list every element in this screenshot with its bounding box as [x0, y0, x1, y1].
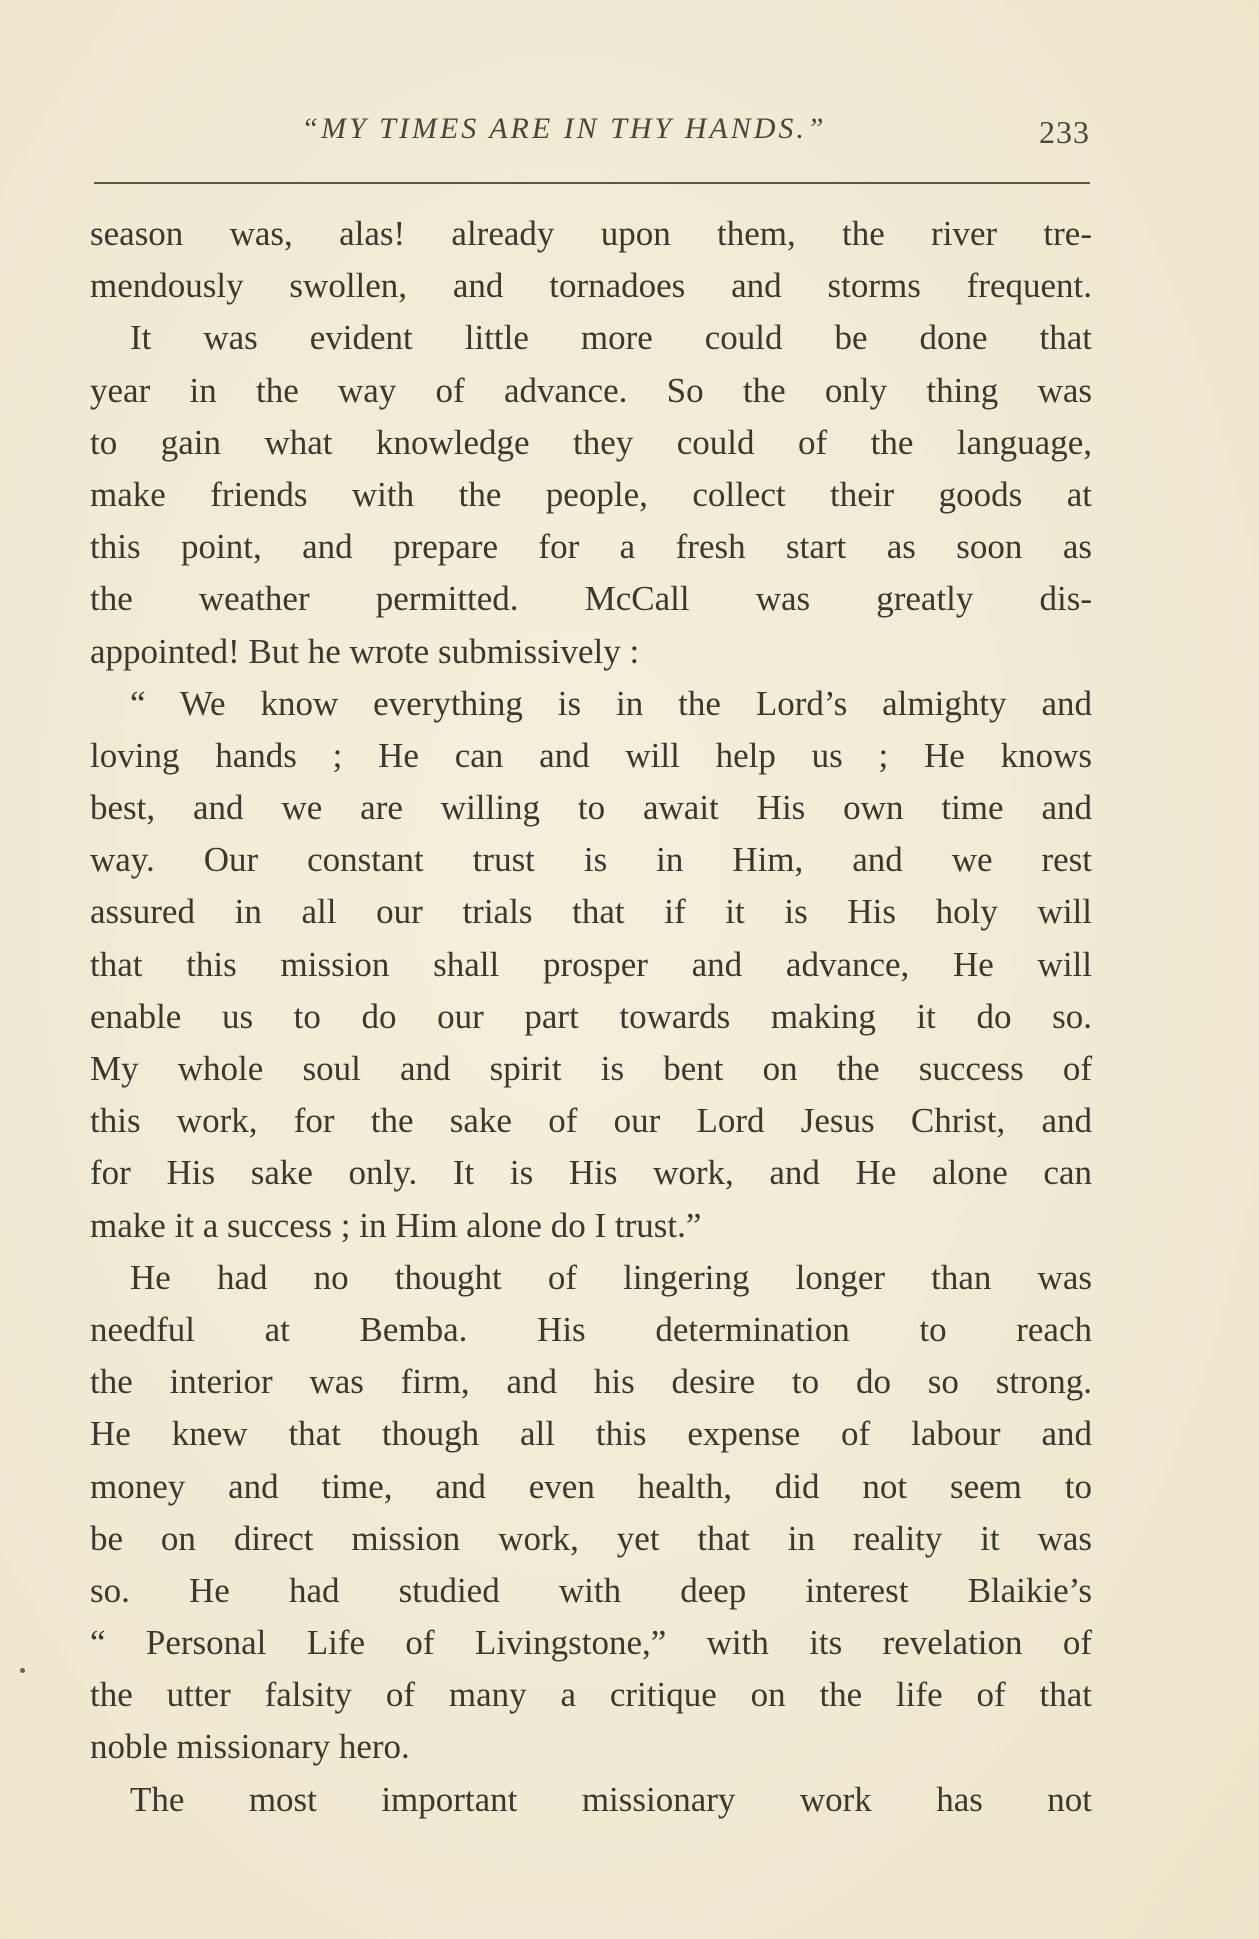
text-line: He knew that though all this expense of labour and [90, 1414, 1092, 1454]
text-line: make it a success ; in Him alone do I trust.” [90, 1205, 702, 1245]
text-line: to gain what knowledge they could of the language, [90, 422, 1092, 462]
text-line: year in the way of advance. So the only thing was [90, 370, 1092, 410]
text-line: the utter falsity of many a critique on the life of that [90, 1675, 1092, 1715]
header-rule [94, 182, 1090, 184]
body-text [90, 208, 1092, 1826]
text-line: appointed! But he wrote submissively : [90, 631, 640, 671]
text-line: assured in all our trials that if it is His holy will [90, 892, 1092, 932]
text-line: loving hands ; He can and will help us ; He knows [90, 735, 1092, 775]
text-line: the interior was firm, and his desire to do so strong. [90, 1362, 1092, 1402]
text-line: mendously swollen, and tornadoes and storms frequent. [90, 266, 1092, 306]
running-title: “MY TIMES ARE IN THY HANDS.” [301, 112, 827, 145]
text-line: He had no thought of lingering longer than was [130, 1257, 1092, 1297]
text-line: for His sake only. It is His work, and He alone can [90, 1153, 1092, 1193]
text-line: this point, and prepare for a fresh start as soon as [90, 527, 1092, 567]
running-head [94, 112, 1090, 152]
text-line: the weather permitted. McCall was greatly dis- [90, 579, 1092, 619]
text-line: be on direct mission work, yet that in reality it was [90, 1518, 1092, 1558]
text-line: best, and we are willing to await His own time and [90, 788, 1092, 828]
paper-speck [20, 1668, 25, 1673]
text-line: “ We know everything is in the Lord’s almighty and [130, 683, 1092, 723]
text-line: way. Our constant trust is in Him, and we rest [90, 840, 1092, 880]
text-line: season was, alas! already upon them, the river tre- [90, 214, 1092, 253]
page-number: 233 [1039, 114, 1090, 150]
text-line: My whole soul and spirit is bent on the success of [90, 1049, 1092, 1088]
text-line: that this mission shall prosper and advance, He will [90, 944, 1092, 984]
text-line: enable us to do our part towards making it do so. [90, 996, 1092, 1036]
text-line: The most important missionary work has not [130, 1779, 1092, 1819]
text-line: money and time, and even health, did not seem to [90, 1466, 1092, 1506]
text-line: noble missionary hero. [90, 1727, 410, 1767]
text-line: needful at Bemba. His determination to reach [90, 1309, 1092, 1349]
text-line: this work, for the sake of our Lord Jesus Christ, and [90, 1101, 1092, 1141]
text-line: “ Personal Life of Livingstone,” with its revelation of [90, 1623, 1092, 1663]
text-line: so. He had studied with deep interest Blaikie’s [90, 1570, 1092, 1610]
text-line: It was evident little more could be done that [130, 318, 1092, 358]
text-line: make friends with the people, collect their goods at [90, 474, 1092, 514]
